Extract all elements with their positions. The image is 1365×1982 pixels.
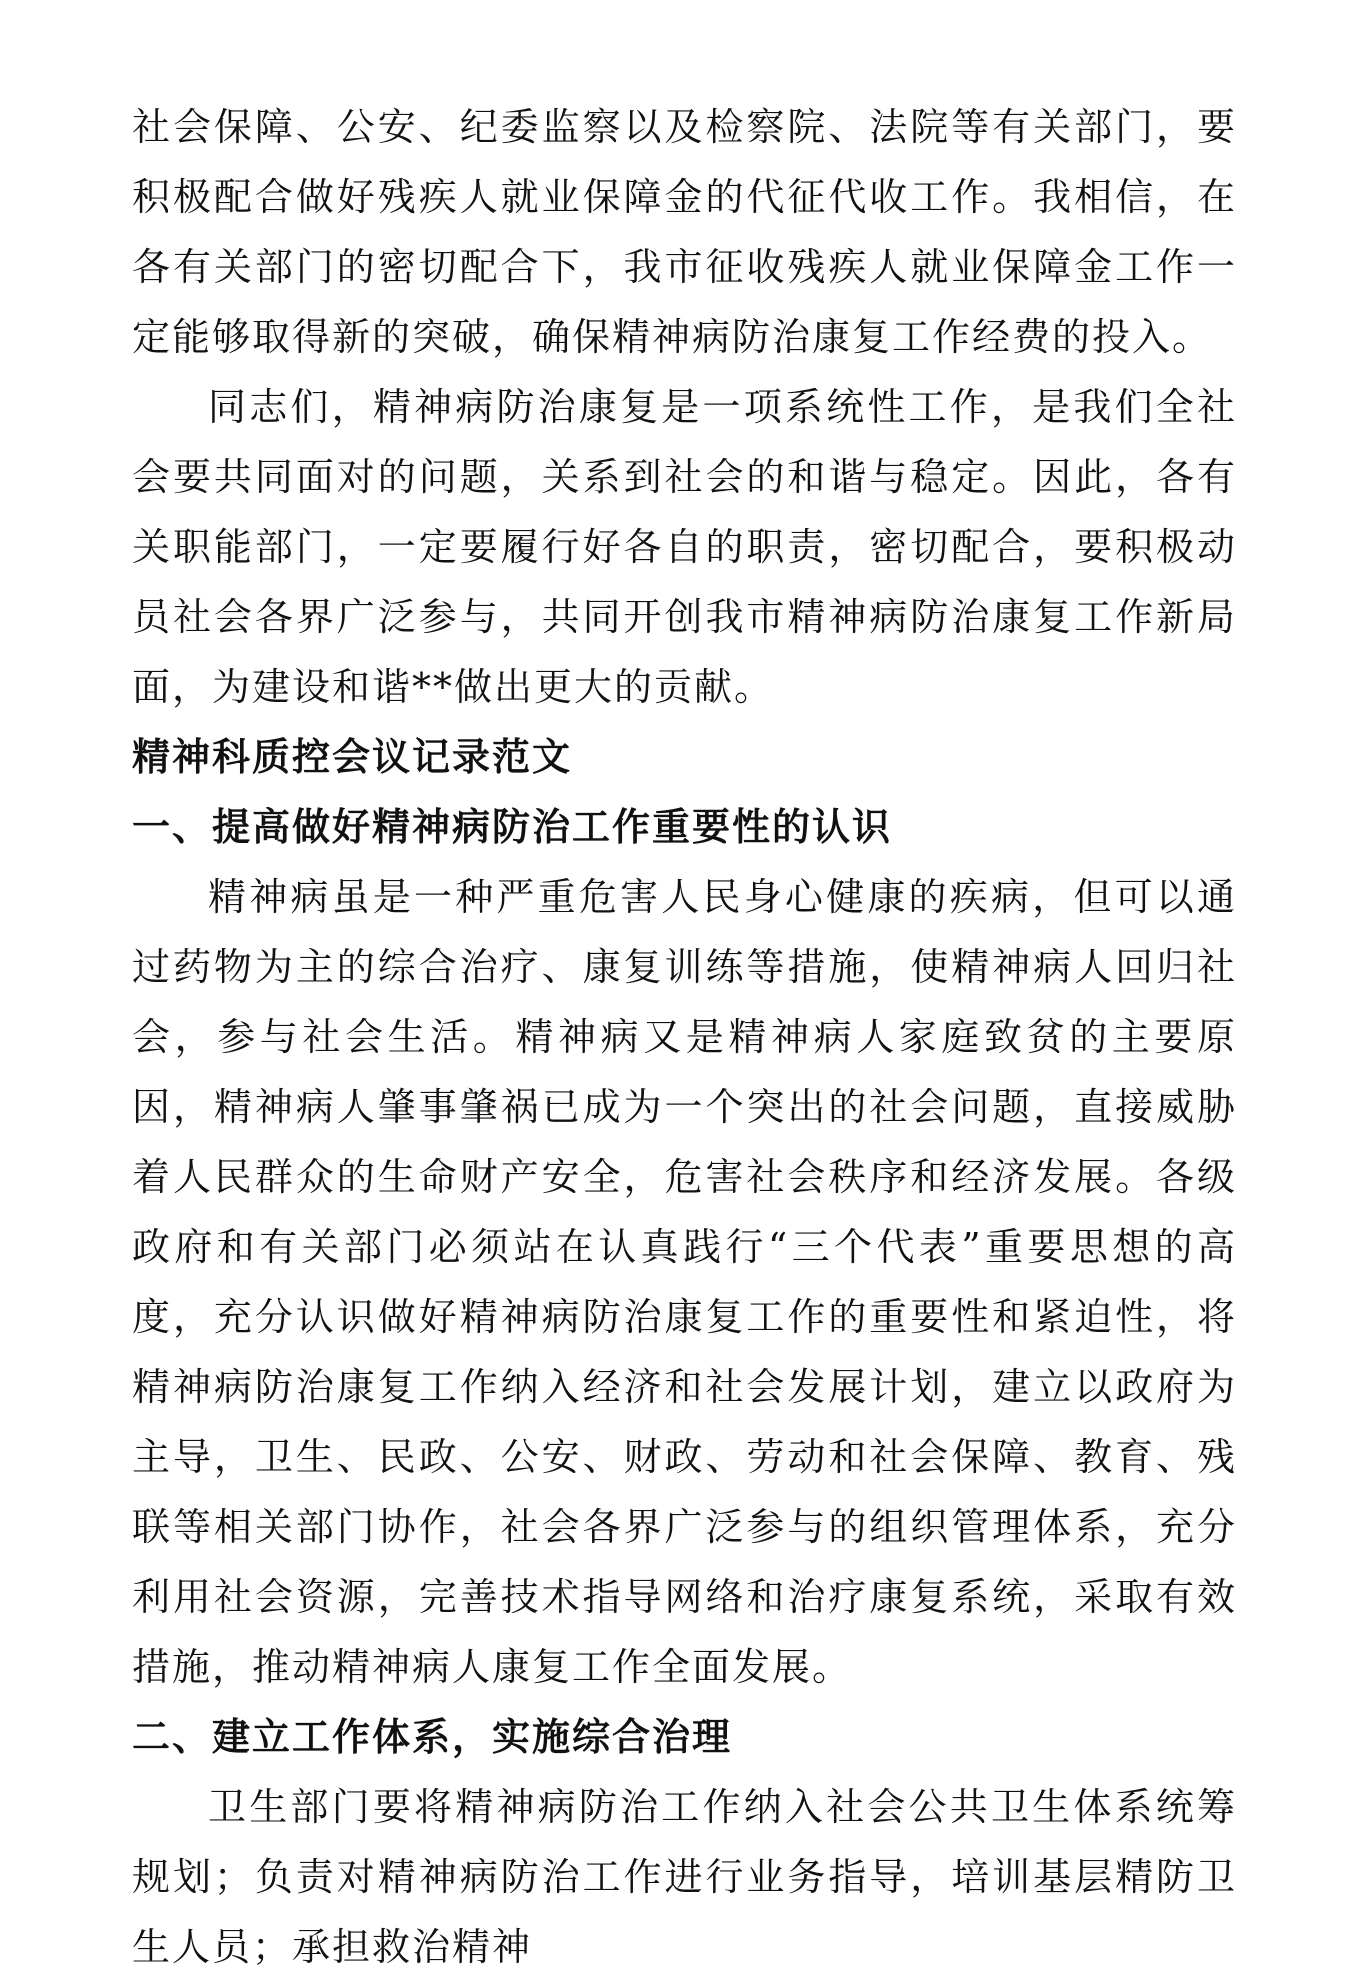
body-paragraph: 同志们，精神病防治康复是一项系统性工作，是我们全社会要共同面对的问题，关系到社会的和谐与稳定。因此，各有关职能部门，一定要履行好各自的职责，密切配合，要积极动员社会各界广泛参与，共同开创我市精神病防治康复工作新局面，为建设和谐**做出更大的贡献。 [132, 385, 1237, 709]
body-paragraph: 卫生部门要将精神病防治工作纳入社会公共卫生体系统筹规划；负责对精神病防治工作进行业务指导，培训基层精防卫生人员；承担救治精神 [132, 1785, 1237, 1969]
section-heading: 二、建立工作体系，实施综合治理 [132, 1714, 733, 1759]
document-title: 精神科质控会议记录范文 [132, 734, 573, 779]
body-paragraph: 社会保障、公安、纪委监察以及检察院、法院等有关部门，要积极配合做好残疾人就业保障金的代征代收工作。我相信，在各有关部门的密切配合下，我市征收残疾人就业保障金工作一定能够取得新的突破，确保精神病防治康复工作经费的投入。 [132, 105, 1237, 359]
body-paragraph: 精神病虽是一种严重危害人民身心健康的疾病，但可以通过药物为主的综合治疗、康复训练等措施，使精神病人回归社会，参与社会生活。精神病又是精神病人家庭致贫的主要原因，精神病人肇事肇祸已成为一个突出的社会问题，直接威胁着人民群众的生命财产安全，危害社会秩序和经济发展。各级政府和有关部门必须站在认真践行“三个代表”重要思想的高度，充分认识做好精神病防治康复工作的重要性和紧迫性，将精神病防治康复工作纳入经济和社会发展计划，建立以政府为主导，卫生、民政、公安、财政、劳动和社会保障、教育、残联等相关部门协作，社会各界广泛参与的组织管理体系，充分利用社会资源，完善技术指导网络和治疗康复系统，采取有效措施，推动精神病人康复工作全面发展。 [132, 875, 1237, 1689]
section-heading: 一、提高做好精神病防治工作重要性的认识 [132, 804, 893, 849]
document-page [132, 92, 1237, 1982]
